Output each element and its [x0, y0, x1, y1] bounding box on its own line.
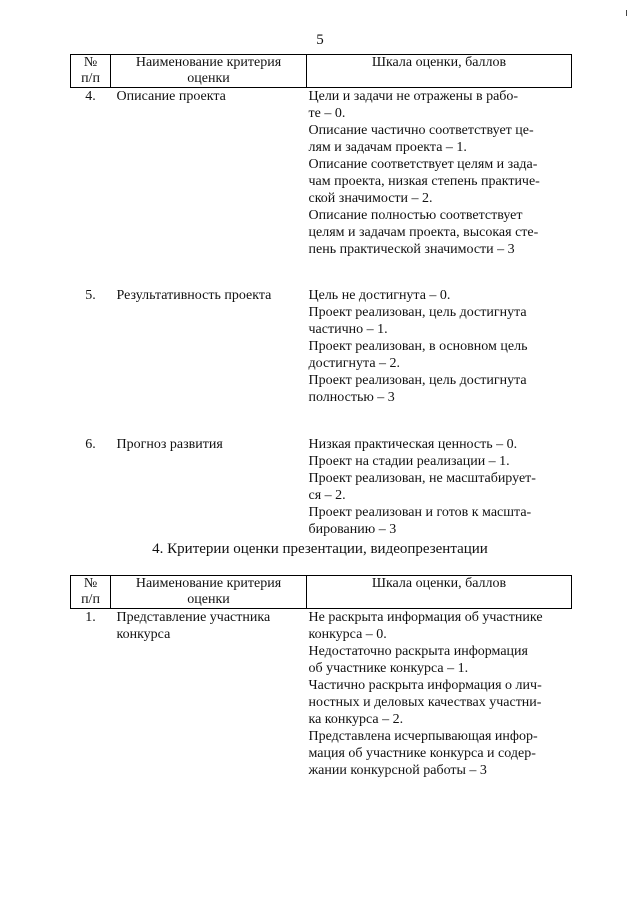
score-level: Недостаточно раскрыта информация об участнике конкурса – 1. [308, 644, 528, 676]
criteria-table-presentation [70, 575, 572, 779]
table-header-row [71, 55, 572, 88]
header-number: № п/п [71, 55, 111, 88]
row-number: 4. [85, 89, 96, 104]
score-level: Цели и задачи не отражены в рабо- те – 0. [308, 89, 519, 121]
table-header-row [71, 576, 572, 609]
score-level: Проект на стадии реализации – 1. [308, 454, 510, 469]
score-level: Проект реализован и готов к масшта- бированию – 3 [308, 505, 532, 537]
scan-edge-mark [626, 10, 627, 16]
criterion-name: Результативность проекта [116, 288, 272, 303]
table-row [71, 287, 572, 436]
score-scale [307, 436, 572, 538]
table-row [71, 609, 572, 780]
score-level: Представлена исчерпывающая инфор- мация об участнике конкурса и содер- жании конкурсной работы – 3 [308, 729, 538, 778]
score-level: Описание соответствует целям и зада- чам проекта, низкая степень практиче- ской значимости – 2. [308, 157, 540, 206]
table-row [71, 88, 572, 288]
criteria-table-project [70, 54, 572, 538]
score-level: Проект реализован, цель достигнута частично – 1. [308, 305, 527, 337]
score-level: Цель не достигнута – 0. [308, 288, 451, 303]
criterion-name: Прогноз развития [116, 437, 223, 452]
header-scale: Шкала оценки, баллов [307, 55, 572, 88]
score-scale [307, 609, 572, 780]
row-number: 5. [85, 288, 96, 303]
score-level: Описание частично соответствует це- лям и задачам проекта – 1. [308, 123, 534, 155]
score-level: Проект реализован, не масштабирует- ся – 2. [308, 471, 536, 503]
score-scale [307, 287, 572, 436]
header-criterion: Наименование критерия оценки [111, 576, 307, 609]
score-scale [307, 88, 572, 288]
section-heading: 4. Критерии оценки презентации, видеопрезентации [152, 541, 488, 557]
row-number: 6. [85, 437, 96, 452]
criterion-name: Описание проекта [116, 89, 226, 104]
score-level: Не раскрыта информация об участнике конкурса – 0. [308, 610, 543, 642]
score-level: Описание полностью соответствует целям и задачам проекта, высокая сте- пень практической значимости – 3 [308, 208, 539, 257]
score-level: Проект реализован, цель достигнута полностью – 3 [308, 373, 527, 405]
score-level: Проект реализован, в основном цель достигнута – 2. [308, 339, 528, 371]
table-row [71, 436, 572, 538]
header-criterion: Наименование критерия оценки [111, 55, 307, 88]
row-number: 1. [85, 610, 96, 625]
score-level: Частично раскрыта информация о лич- ностных и деловых качествах участни- ка конкурса – 2. [308, 678, 542, 727]
score-level: Низкая практическая ценность – 0. [308, 437, 518, 452]
header-number: № п/п [71, 576, 111, 609]
page-number: 5 [316, 32, 324, 48]
header-scale: Шкала оценки, баллов [307, 576, 572, 609]
criterion-name: Представление участника конкурса [116, 610, 271, 642]
